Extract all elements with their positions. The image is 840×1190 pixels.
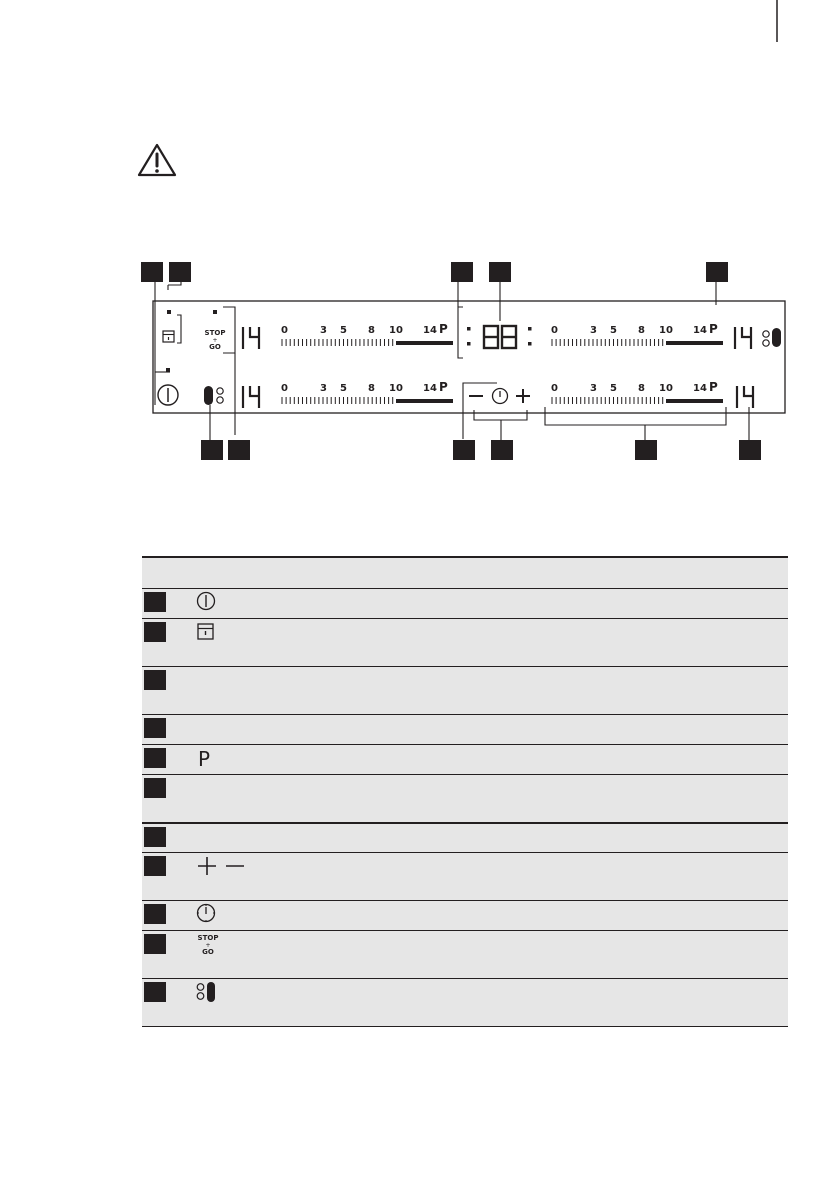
callout-box [169, 262, 191, 282]
table-row [142, 619, 788, 667]
callout-number-box [144, 670, 166, 690]
bridge-icon-right[interactable] [763, 328, 781, 347]
callout-number-box [144, 982, 166, 1002]
timer-icon [168, 903, 258, 923]
plus-minus-icons [168, 855, 258, 877]
header-tick [0, 0, 840, 60]
callout-number-box [144, 718, 166, 738]
svg-text:STOP: STOP [197, 934, 219, 942]
scale-label: 0 [281, 383, 288, 394]
zone-display-bottom-right [737, 386, 753, 408]
on-off-icon [168, 591, 258, 611]
power-boost-label: P [709, 322, 718, 336]
svg-text:STOP: STOP [204, 329, 226, 337]
table-row [142, 775, 788, 823]
scale-label: 10 [389, 325, 403, 336]
power-boost-symbol [168, 747, 258, 769]
svg-text:+: + [212, 337, 218, 344]
bridge-icon [168, 981, 258, 1003]
scale-label: 3 [320, 383, 327, 394]
svg-text:GO: GO [202, 948, 214, 956]
table-row [142, 823, 788, 853]
power-boost-label: P [709, 380, 718, 394]
scale-label: 14 [693, 325, 707, 336]
scale-label: 5 [340, 325, 347, 336]
callout-box [739, 440, 761, 460]
callout-box [706, 262, 728, 282]
scale-label: 14 [693, 383, 707, 394]
timer-plus-button[interactable] [516, 389, 530, 403]
power-scale-bottom-left[interactable] [281, 380, 453, 404]
callout-number-box [144, 856, 166, 876]
table-row [142, 901, 788, 931]
zone-display-bottom-left [243, 386, 259, 408]
scale-label: 5 [340, 383, 347, 394]
lock-icon[interactable] [163, 331, 174, 342]
table-row [142, 667, 788, 715]
scale-label: 10 [389, 383, 403, 394]
table-row [142, 979, 788, 1027]
svg-text:+: + [205, 942, 211, 949]
bridge-icon[interactable] [204, 386, 223, 405]
scale-label: 10 [659, 325, 673, 336]
power-scale-top-right[interactable] [551, 322, 723, 346]
table-row [142, 931, 788, 979]
scale-label: 8 [368, 325, 375, 336]
table-row [142, 589, 788, 619]
scale-label: 0 [551, 383, 558, 394]
scale-label: 0 [281, 325, 288, 336]
callout-number-box [144, 592, 166, 612]
scale-label: 8 [638, 325, 645, 336]
callout-box [453, 440, 475, 460]
control-panel-diagram [0, 255, 840, 470]
scale-label: 3 [320, 325, 327, 336]
scale-label: 14 [423, 325, 437, 336]
scale-label: 8 [368, 383, 375, 394]
table-header-row [142, 557, 788, 589]
zone-display-top-left [243, 327, 259, 349]
symbol-table [142, 556, 788, 1027]
timer-display [484, 326, 516, 348]
callout-number-box [144, 622, 166, 642]
scale-label: 10 [659, 383, 673, 394]
timer-icon[interactable] [493, 389, 508, 404]
scale-label: 14 [423, 383, 437, 394]
callout-box [201, 440, 223, 460]
callout-number-box [144, 778, 166, 798]
lock-icon [168, 621, 258, 641]
on-off-icon[interactable] [158, 385, 178, 405]
scale-label: 8 [638, 383, 645, 394]
scale-label: 3 [590, 383, 597, 394]
callout-box [635, 440, 657, 460]
stop-go-icon[interactable] [205, 329, 226, 351]
scale-label: 0 [551, 325, 558, 336]
zone-display-top-right [735, 327, 751, 349]
svg-text:P: P [198, 747, 211, 769]
callout-box [489, 262, 511, 282]
callout-box [491, 440, 513, 460]
power-boost-label: P [439, 322, 448, 336]
svg-text:GO: GO [209, 343, 221, 351]
callout-box [228, 440, 250, 460]
table-row [142, 853, 788, 901]
stop-go-icon [168, 933, 258, 957]
table-row [142, 745, 788, 775]
callout-number-box [144, 934, 166, 954]
power-boost-label: P [439, 380, 448, 394]
scale-label: 5 [610, 383, 617, 394]
scale-label: 3 [590, 325, 597, 336]
power-scale-top-left[interactable] [281, 322, 453, 346]
callout-number-box [144, 748, 166, 768]
warning-triangle-icon [137, 143, 177, 177]
callout-box [141, 262, 163, 282]
table-row [142, 715, 788, 745]
callout-number-box [144, 827, 166, 847]
power-scale-bottom-right[interactable] [551, 380, 723, 404]
callout-number-box [144, 904, 166, 924]
callout-box [451, 262, 473, 282]
scale-label: 5 [610, 325, 617, 336]
